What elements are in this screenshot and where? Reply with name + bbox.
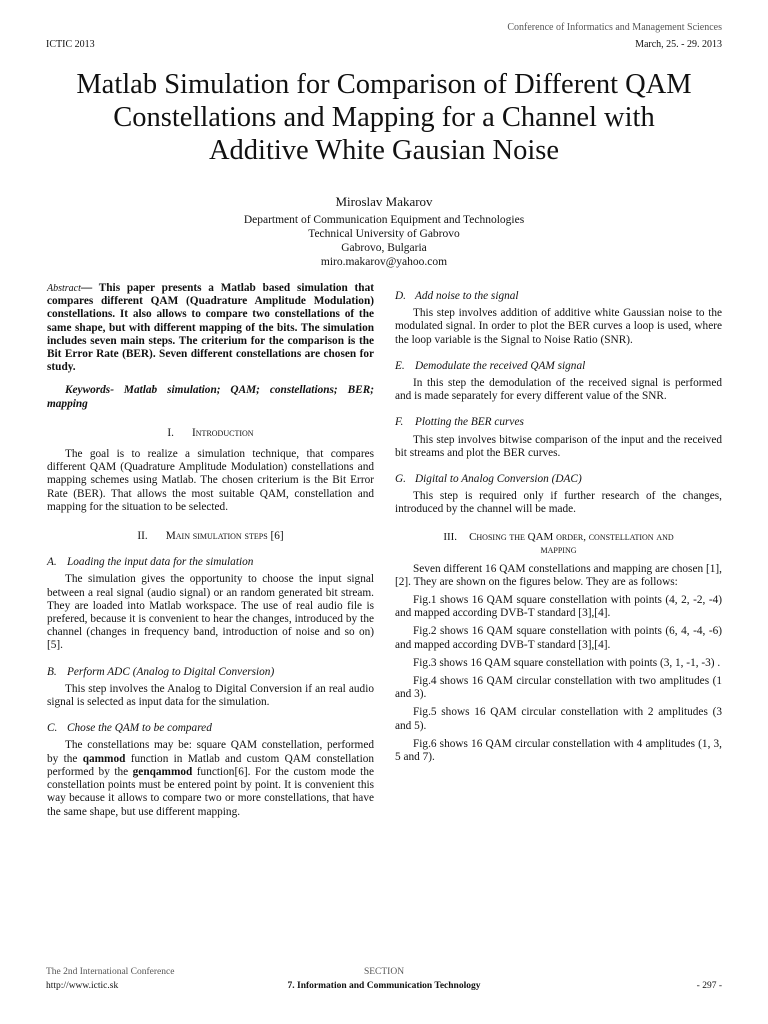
- choosing-intro-text: Seven different 16 QAM constellations and mapping are chosen [1],[2]. They are shown on the figures below. They are as follows:: [395, 562, 722, 588]
- subsection-g-text: This step is required only if further research of the changes, introduced by the channel will be made.: [395, 490, 722, 516]
- subsection-heading-b: [47, 666, 374, 679]
- conference-short-name: ICTIC 2013: [46, 39, 95, 50]
- subsection-a-text: The simulation gives the opportunity to choose the input signal between a real signal (audio signal) or an random generated bit stream. They are loaded into Matlab workspace. The use of real audio file is prefered, because it is convenient to hear the changes, introduced by the channel (changes in frequency band, introduction of noise and so on)[5].: [47, 573, 374, 652]
- figure-description: Fig.6 shows 16 QAM circular constellation with 4 amplitudes (1, 3, 5 and 7).: [395, 737, 722, 764]
- text-span: function in Matlab and custom QAM constellation performed by the: [47, 752, 375, 778]
- introduction-text: The goal is to realize a simulation technique, that compares different QAM (Quadrature Amplitude Modulation) constellations and mapping schemes using Matlab. The chosen criterium is the Bit Error Rate (BER). That allows the most suitable QAM, constellation and mapping for the situation to be selected.: [47, 448, 374, 513]
- location: Gabrovo, Bulgaria: [341, 242, 427, 254]
- department: Department of Communication Equipment and Technologies: [243, 214, 525, 226]
- subsection-title: Demodulate the received QAM signal: [415, 359, 586, 372]
- abstract-dash: —: [80, 282, 99, 294]
- subsection-letter: G.: [395, 473, 406, 486]
- subsection-heading-d: [395, 290, 722, 303]
- footer-url-link[interactable]: http://www.ictic.sk: [46, 981, 119, 991]
- subsection-e-text: In this step the demodulation of the received signal is performed and is made separately for every different value of the SNR.: [395, 377, 722, 403]
- subsection-c-text: [47, 739, 374, 818]
- subsection-title: Chose the QAM to be compared: [67, 722, 212, 735]
- footer-section-label: SECTION: [363, 967, 405, 977]
- section-heading-introduction: [47, 427, 374, 440]
- title-line: Additive White Gausian Noise: [208, 135, 560, 166]
- abstract-label: Abstract: [47, 283, 81, 294]
- subsection-heading-e: [395, 360, 722, 373]
- right-column: [395, 290, 722, 769]
- section-title: Main simulation steps [6]: [165, 530, 284, 543]
- subsection-heading-a: [47, 556, 374, 569]
- subsection-letter: A.: [47, 556, 57, 569]
- university: Technical University of Gabrovo: [308, 228, 460, 240]
- section-title: Introduction: [192, 426, 254, 439]
- section-heading-main-steps: [47, 530, 374, 543]
- function-name-genqammod: genqammod: [132, 765, 193, 778]
- title-line: Constellations and Mapping for a Channel with: [113, 102, 655, 133]
- section-number: III.: [443, 530, 458, 543]
- subsection-letter: B.: [47, 665, 57, 678]
- section-heading-choosing: [395, 531, 722, 557]
- keywords: Keywords- Matlab simulation; QAM; constellations; BER; mapping: [47, 384, 374, 410]
- footer-section-name: 7. Information and Communication Technology: [287, 981, 481, 991]
- subsection-letter: E.: [395, 359, 405, 372]
- subsection-d-text: This step involves addition of additive white Gaussian noise to the modulated signal. In order to plot the BER curves a loop is used, where the loop variable is the Signal to Noise Ratio (SNR).: [395, 307, 722, 346]
- text-span: function[6]. For the custom mode the constellation points must be entered point by point. It is convenient this way because it allows to compare two or more constellations, that have the same shape, but use different mapping.: [47, 765, 374, 818]
- subsection-letter: C.: [47, 722, 58, 735]
- figure-description: Fig.4 shows 16 QAM circular constellation with two amplitudes (1 and 3).: [395, 675, 722, 701]
- text-span: The constellations may be: square QAM constellation, performed by the: [47, 739, 374, 765]
- figure-description: Fig.2 shows 16 QAM square constellation with points (6, 4, -4, -6) and mapped according DVB-T standard [3],[4].: [395, 625, 722, 651]
- subsection-title: Plotting the BER curves: [415, 416, 524, 429]
- subsection-title: Perform ADC (Analog to Digital Conversion): [67, 665, 275, 678]
- subsection-title: Add noise to the signal: [415, 290, 519, 302]
- subsection-title: Loading the input data for the simulation: [67, 556, 254, 569]
- figure-description: Fig.1 shows 16 QAM square constellation with points (4, 2, -2, -4) and mapped according DVB-T standard [3],[4].: [395, 594, 722, 620]
- subsection-heading-g: [395, 473, 722, 486]
- section-number: II.: [137, 530, 148, 543]
- function-name-qammod: qammod: [82, 752, 126, 765]
- page-number: - 297 -: [696, 981, 722, 991]
- subsection-b-text: This step involves the Analog to Digital Conversion if an real audio signal is selected as input data for the simulation.: [47, 682, 374, 709]
- abstract-text: This paper presents a Matlab based simulation that compares different QAM (Quadrature Amplitude Modulation) constellations. It also allows to compare two constellations of the same shape, but with different mapping of the bits. The simulation includes seven main steps. The criterium for the comparison is the Bit Error Rate (BER). Seven different constellations are chosen for study.: [47, 282, 374, 374]
- conference-dates: March, 25. - 29. 2013: [635, 39, 722, 50]
- subsection-heading-c: [47, 722, 374, 735]
- subsection-f-text: This step involves bitwise comparison of the input and the received bit streams and plot the BER curves.: [395, 433, 722, 459]
- section-title-line2: mapping: [540, 543, 577, 556]
- author-name: Miroslav Makarov: [335, 194, 433, 209]
- left-column: [47, 282, 374, 819]
- subsection-heading-f: [395, 416, 722, 429]
- conference-name: Conference of Informatics and Management Sciences: [507, 22, 722, 33]
- author-email: miro.makarov@yahoo.com: [320, 256, 448, 268]
- subsection-letter: D.: [395, 290, 406, 302]
- abstract: [47, 282, 374, 374]
- figure-description: Fig.5 shows 16 QAM circular constellation with 2 amplitudes (3 and 5).: [395, 706, 722, 732]
- figure-description: Fig.3 shows 16 QAM square constellation with points (3, 1, -1, -3) .: [413, 656, 721, 669]
- section-number: I.: [167, 426, 175, 439]
- subsection-title: Digital to Analog Conversion (DAC): [415, 473, 582, 486]
- paper-title: [40, 68, 728, 167]
- title-line: Matlab Simulation for Comparison of Different QAM: [76, 69, 692, 100]
- footer-conference: The 2nd International Conference: [46, 967, 175, 977]
- section-title-line1: Chosing the QAM order, constellation and: [469, 530, 674, 543]
- subsection-letter: F.: [395, 416, 404, 429]
- affiliation-block: [0, 213, 768, 269]
